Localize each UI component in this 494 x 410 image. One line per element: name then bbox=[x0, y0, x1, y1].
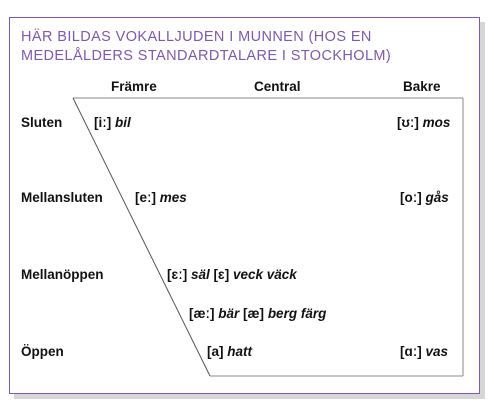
ipa-symbol: [oː] bbox=[400, 190, 422, 205]
ipa-symbol: [æː] bbox=[189, 306, 215, 321]
row-close: Sluten bbox=[21, 115, 63, 130]
example-word: hatt bbox=[227, 344, 253, 359]
example-word: säl bbox=[190, 267, 210, 282]
ipa-symbol: [ɑː] bbox=[400, 344, 422, 359]
ipa-symbol: [a] bbox=[207, 344, 224, 359]
column-central: Central bbox=[254, 79, 301, 94]
vowel-ash bbox=[189, 306, 326, 321]
row-close-mid: Mellansluten bbox=[21, 190, 103, 205]
diagram-title: HÄR BILDAS VOKALLJUDEN I MUNNEN (HOS EN MEDELÅLDERS STANDARDTALARE I STOCKHOLM) bbox=[21, 29, 392, 64]
example-word: mos bbox=[422, 115, 451, 130]
example-word: berg färg bbox=[267, 306, 327, 321]
ipa-symbol: [iː] bbox=[94, 115, 112, 130]
ipa-symbol: [æ] bbox=[243, 306, 265, 321]
vowel-o bbox=[400, 190, 449, 205]
vowel-epsilon bbox=[167, 267, 297, 282]
example-word: bil bbox=[115, 115, 131, 130]
example-word: vas bbox=[425, 344, 449, 359]
column-back: Bakre bbox=[403, 79, 441, 94]
trapezoid-left bbox=[73, 98, 210, 376]
ipa-symbol: [eː] bbox=[135, 190, 156, 205]
ipa-symbol: [ʊː] bbox=[397, 115, 419, 130]
example-word: gås bbox=[425, 190, 449, 205]
vowel-i bbox=[94, 115, 131, 130]
row-open-mid: Mellanöppen bbox=[21, 267, 104, 282]
vowel-e bbox=[135, 190, 187, 205]
vowel-a bbox=[207, 344, 252, 359]
vowel-u bbox=[397, 115, 450, 130]
example-word: veck väck bbox=[232, 267, 297, 282]
example-word: bär bbox=[218, 306, 240, 321]
row-open: Öppen bbox=[21, 344, 64, 359]
vowel-alpha bbox=[400, 344, 448, 359]
column-front: Främre bbox=[111, 79, 157, 94]
example-word: mes bbox=[159, 190, 187, 205]
ipa-symbol: [ɛ] bbox=[213, 267, 230, 282]
ipa-symbol: [ɛː] bbox=[167, 267, 188, 282]
